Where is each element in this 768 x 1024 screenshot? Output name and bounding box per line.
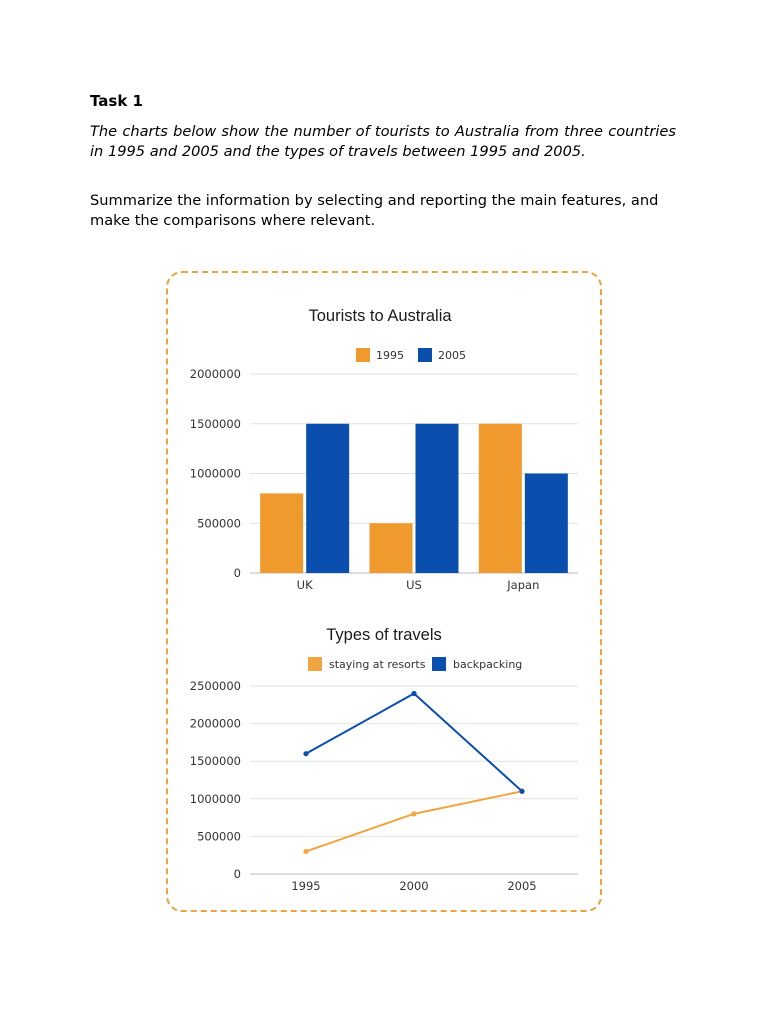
line-chart-legend [308,657,522,671]
legend-swatch-staying-at-resorts [308,657,322,671]
line-chart [190,626,578,893]
line-y-tick-label: 0 [233,867,241,881]
point-backpacking-2000 [411,691,416,696]
task-instruction: Summarize the information by selecting and reporting the main features, and make the comparisons where relevant. [90,192,659,229]
bar-y-tick-label: 500000 [197,516,241,531]
bar-chart [190,307,578,592]
bar-x-category-label: UK [296,578,313,592]
line-y-tick-label: 1500000 [189,754,241,769]
bar-y-tick-label: 2000000 [189,367,241,381]
task-prompt: The charts below show the number of tourists to Australia from three countries in 1995 and 2005 and the types of travels between 1995 and 2005. [90,123,676,160]
line-y-tick-label: 2500000 [189,679,241,693]
charts-svg [166,271,602,912]
task-heading: Task 1 [90,92,143,110]
legend-label-1995: 1995 [376,349,404,362]
line-chart-series [303,691,524,854]
legend-label-backpacking: backpacking [453,658,523,671]
bar-chart-legend [356,348,466,362]
legend-label-2005: 2005 [438,349,466,362]
legend-swatch-2005 [418,348,432,362]
bar-x-category-label: US [406,578,422,592]
bar-x-category-label: Japan [507,578,540,592]
bar-chart-bars [260,424,568,573]
line-staying-at-resorts [306,791,522,851]
bar-us-1995 [370,523,413,573]
line-chart-grid [250,686,578,874]
line-x-tick-label: 2005 [507,879,537,893]
bar-y-tick-label: 0 [233,566,241,580]
line-backpacking [306,694,522,792]
bar-japan-1995 [479,424,522,573]
point-staying-at-resorts-1995 [303,849,308,854]
bar-us-2005 [416,424,459,573]
charts-frame [166,271,602,912]
legend-swatch-backpacking [432,657,446,671]
line-y-tick-label: 500000 [197,829,241,844]
bar-y-tick-label: 1000000 [189,466,241,481]
line-chart-y-axis [190,679,241,881]
bar-uk-1995 [260,493,303,573]
point-backpacking-2005 [519,789,524,794]
line-y-tick-label: 1000000 [189,791,241,806]
line-y-tick-label: 2000000 [189,716,241,731]
bar-chart-title: Tourists to Australia [308,307,452,325]
bar-y-tick-label: 1500000 [189,416,241,431]
line-x-tick-label: 1995 [291,879,321,893]
legend-swatch-1995 [356,348,370,362]
line-chart-x-axis [291,879,536,893]
point-backpacking-1995 [303,751,308,756]
bar-uk-2005 [306,424,349,573]
bar-chart-y-axis [190,367,241,580]
bar-chart-x-axis [297,578,540,592]
legend-label-staying-at-resorts: staying at resorts [329,658,426,671]
line-x-tick-label: 2000 [399,879,429,893]
line-chart-title: Types of travels [326,626,442,644]
bar-japan-2005 [525,474,568,574]
point-staying-at-resorts-2000 [411,811,416,816]
